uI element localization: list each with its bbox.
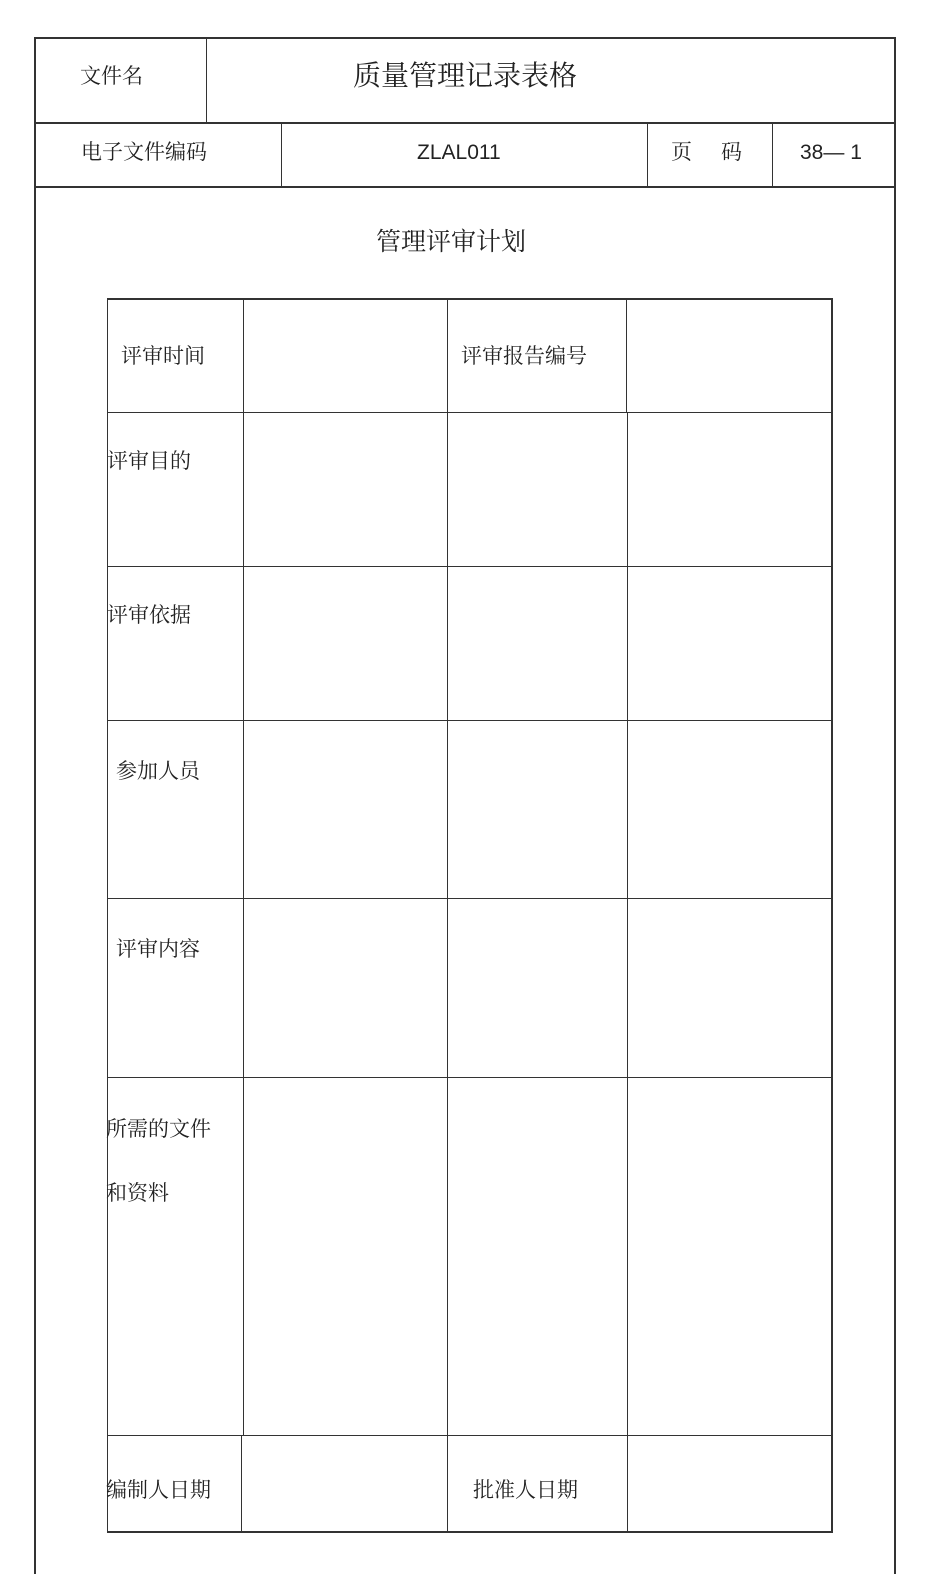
header-row1-bottom (34, 122, 896, 124)
outer-frame-left (34, 37, 36, 1574)
table-row-line-2 (107, 566, 833, 567)
table-bottom-border (107, 1531, 833, 1533)
header-row1-divider (206, 37, 207, 123)
review-content-label: 评审内容 (116, 937, 200, 961)
outer-frame-right (894, 37, 896, 1574)
review-basis-label: 评审依据 (107, 603, 191, 627)
table-col-line-1-bottom (241, 1435, 242, 1533)
file-name-value: 质量管理记录表格 (353, 59, 578, 92)
table-row-line-5 (107, 1077, 833, 1078)
table-row-line-1 (107, 412, 833, 413)
form-title: 管理评审计划 (376, 227, 527, 256)
review-purpose-label: 评审目的 (107, 449, 191, 473)
table-row-line-3 (107, 720, 833, 721)
table-col-line-3 (627, 412, 628, 1533)
page-label-char2: 码 (721, 140, 742, 164)
header-row2-divider-1 (281, 123, 282, 187)
participants-label: 参加人员 (116, 759, 200, 783)
table-col-line-2 (447, 298, 448, 1533)
required-documents-label-line1: 所需的文件 (106, 1117, 211, 1141)
file-name-label: 文件名 (80, 64, 143, 88)
table-row-line-6 (107, 1435, 833, 1436)
review-time-label: 评审时间 (121, 344, 205, 368)
table-right-border (831, 298, 833, 1533)
approver-date-label: 批准人日期 (473, 1478, 578, 1502)
header-row2-divider-3 (772, 123, 773, 187)
page-number-value: 38— 1 (800, 141, 862, 164)
header-row2-divider-2 (647, 123, 648, 187)
table-col-line-3-top (626, 298, 627, 413)
header-row2-bottom (34, 186, 896, 188)
preparer-date-label: 编制人日期 (106, 1478, 211, 1502)
table-top-border (107, 298, 833, 300)
table-row-line-4 (107, 898, 833, 899)
report-number-label: 评审报告编号 (461, 344, 587, 368)
electronic-code-value: ZLAL011 (417, 141, 501, 164)
table-col-line-1 (243, 298, 244, 1436)
required-documents-label-line2: 和资料 (106, 1181, 169, 1205)
table-left-border (107, 298, 108, 1533)
outer-frame-top (34, 37, 896, 39)
electronic-code-label: 电子文件编码 (81, 140, 207, 164)
page-label-char1: 页 (671, 140, 692, 164)
